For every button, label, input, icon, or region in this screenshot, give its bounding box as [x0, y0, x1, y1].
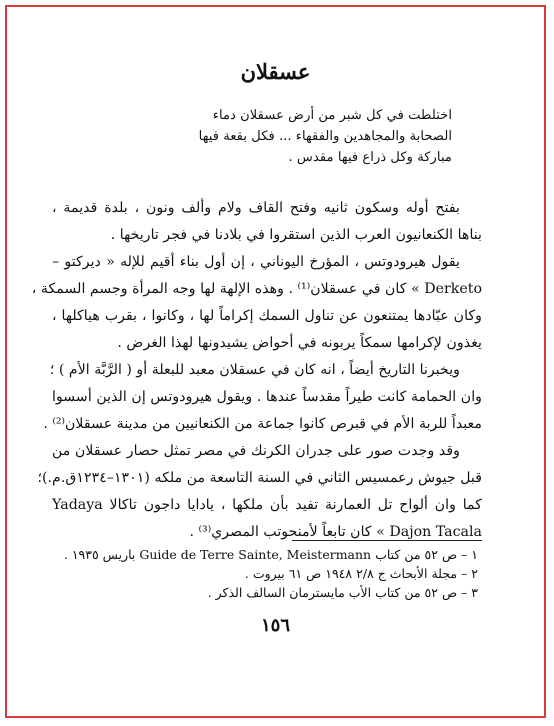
paragraph-line: بناها الكنعانيون العرب الذين استقروا في بلادنا في فجر تاريخها . — [110, 227, 482, 243]
page-frame — [5, 5, 546, 718]
paragraph-line: كما وان ألواح تل العمارنة تفيد بأن ملكها ، يادايا داجون تاكالا Yadaya — [52, 497, 482, 513]
paragraph-line: وقد وجدت صور على جدران الكرنك في مصر تمثل حصار عسقلان من — [52, 443, 460, 459]
paragraph-line: يغذون لإكرامها سمكاً يربونه في أحواض يشيدونها لهذا الغرض . — [117, 335, 482, 351]
paragraph-line: بفتح أوله وسكون ثانيه وفتح القاف ولام وألف ونون ، بلدة قديمة ، — [52, 200, 460, 216]
book-page — [7, 7, 544, 716]
paragraph-line: ويخبرنا التاريخ أيضاً ، انه كان في عسقلان معبد للبعلة أو ( الرَّبَّة الأم ) ؛ — [49, 362, 460, 378]
paragraph-line: معبداً للربة الأم في قبرص كانوا جماعة من الكنعانيين من مدينة عسقلان⁽²⁾ . — [43, 416, 482, 432]
footnote-separator — [292, 540, 482, 541]
footnote: ٢ – مجلة الأبحاث ج ٢/٨ ١٩٤٨ ص ٦١ بيروت . — [244, 566, 478, 581]
epigraph-line: الصحابة والمجاهدين والفقهاء ... فكل بقعة فيها — [198, 129, 452, 144]
paragraph-line: Dajon Tacala » كان تابعاً لأمنحوتب المصري⁽³⁾ . — [189, 524, 482, 540]
paragraph-line: Derketo » كان في عسقلان⁽¹⁾ . وهذه الإلهة لها وجه المرأة وجسم السمكة ، — [31, 281, 482, 297]
page-title: عسقلان — [240, 59, 311, 84]
paragraph-line: وان الحمامة كانت طيراً مقدساً عندها . ويقول هيرودوتس إن الذين أسسوا — [52, 389, 482, 405]
epigraph — [32, 105, 452, 168]
paragraph-line: وكان عبّادها يمتنعون عن تناول السمك إكراماً لها ، وكانوا ، بقرب هياكلها ، — [52, 308, 482, 324]
page-number: ١٥٦ — [260, 615, 290, 636]
footnote: ١ – ص ٥٢ من كتاب Guide de Terre Sainte, Meistermann باريس ١٩٣٥ . — [63, 547, 478, 562]
epigraph-line: مباركة وكل ذراع فيها مقدس . — [288, 150, 452, 165]
epigraph-line: اختلطت في كل شبر من أرض عسقلان دماء — [212, 108, 452, 123]
footnote: ٣ – ص ٥٢ من كتاب الأب مايسترمان السالف الذكر . — [207, 585, 478, 600]
footnotes — [48, 545, 478, 602]
paragraph-line: يقول هيرودوتس ، المؤرخ اليوناني ، إن أول بناء أقيم للإله « ديركتو – — [52, 254, 460, 270]
paragraph-line: قبل جيوش رعمسيس الثاني في السنة التاسعة من ملكه (١٣٠١–١٢٣٤ق.م.)؛ — [37, 470, 482, 486]
body-text — [31, 195, 482, 546]
